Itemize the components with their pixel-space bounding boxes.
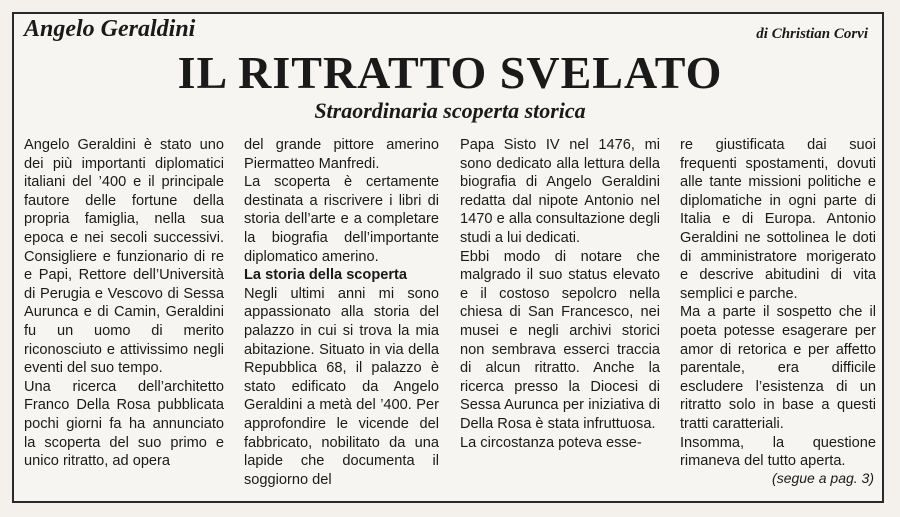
paragraph: Angelo Geraldini è stato uno dei più importanti diplomatici italiani del ’400 e il principale fautore delle fortune della propria famiglia, nella sua epoca e nei secoli successivi. Consigliere e funzionario di re e Papi, Rettore dell’Università di Perugia e Vescovo di Sessa Aurunca e di Camin, Geraldini fu un uomo di merito riconosciuto e attivissimo negli eventi del suo tempo. bbox=[24, 137, 224, 377]
article-column-3 bbox=[460, 136, 660, 452]
paragraph: del grande pittore amerino Piermatteo Manfredi. bbox=[244, 137, 439, 172]
continuation-note: (segue a pag. 3) bbox=[772, 470, 874, 486]
paragraph: re giustificata dai suoi frequenti spostamenti, dovuti alle tante missioni politiche e diplomatiche in ogni parte di Italia e di Europa. Antonio Geraldini ne sottolinea le doti di amministratore morigerato e descrive abitudini di vita semplici e parche. bbox=[680, 137, 876, 302]
article-headline: IL RITRATTO SVELATO bbox=[177, 47, 723, 98]
article-subtitle: Straordinaria scoperta storica bbox=[314, 98, 586, 123]
article-byline: di Christian Corvi bbox=[756, 26, 868, 42]
paragraph: Negli ultimi anni mi sono appassionato alla storia del palazzo in cui si trova la mia abitazione. Situato in via della Repubblica 68, il palazzo è stato edificato da Angelo Geraldini a metà del ’400. Per approfondire le vicende del fabbricato, nobilitato da una lapide che documenta il soggiorno del bbox=[244, 285, 439, 488]
paragraph: Ma a parte il sospetto che il poeta potesse esagerare per amor di retorica e per affetto parentale, era difficile escludere l’esistenza di un ritratto solo in base a questi tratti caratteriali. bbox=[680, 304, 876, 432]
article-column-4 bbox=[680, 136, 876, 471]
paragraph: La scoperta è certamente destinata a riscrivere i libri di storia dell’arte e a completare la biografia dell’importante diplomatico amerino. bbox=[244, 174, 439, 265]
article-column-1 bbox=[24, 136, 224, 471]
paragraph: Ebbi modo di notare che malgrado il suo status elevato e il costoso sepolcro nella chiesa di San Francesco, nei musei e negli archivi storici non sembrava esserci traccia di alcun ritratto. Anche la ricerca presso la Diocesi di Sessa Aurunca per iniziativa di Della Rosa è stata infruttuosa. bbox=[460, 248, 660, 432]
article-kicker: Angelo Geraldini bbox=[24, 16, 196, 42]
paragraph: La circostanza poteva esse- bbox=[460, 434, 642, 451]
article-column-2 bbox=[244, 136, 439, 489]
paragraph: Insomma, la questione rimaneva del tutto aperta. bbox=[680, 434, 876, 470]
section-subhead: La storia della scoperta bbox=[244, 267, 408, 284]
paragraph: Una ricerca dell’architetto Franco Della Rosa pubblicata pochi giorni fa ha annunciato la scoperta del suo primo e unico ritratto, ad opera bbox=[24, 378, 224, 470]
paragraph: Papa Sisto IV nel 1476, mi sono dedicato alla lettura della biografia di Angelo Geraldini redatta dal nipote Antonio nel 1470 e alla consultazione degli studi a lui dedicati. bbox=[460, 137, 660, 246]
